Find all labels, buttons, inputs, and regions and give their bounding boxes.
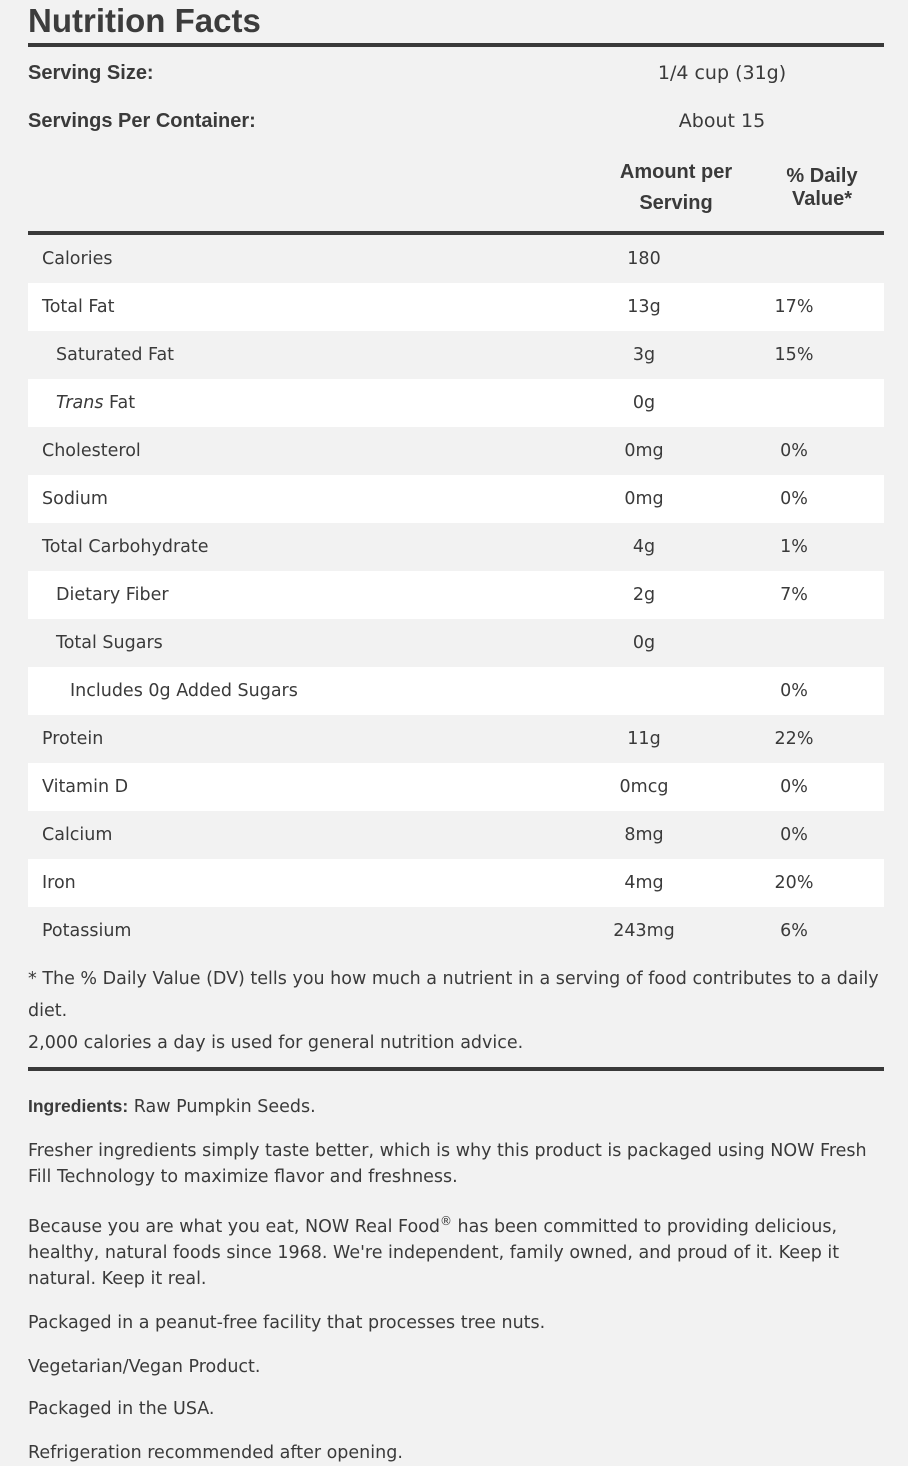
nutrient-daily-value: 0% [780,777,808,797]
ingredients [28,1093,884,1120]
table-row [28,235,884,283]
nutrient-name: Cholesterol [42,441,141,461]
registered-mark: ® [439,1214,452,1228]
nutrient-table [28,235,884,955]
nutrient-name: Dietary Fiber [56,585,169,605]
nutrient-daily-value: 7% [780,585,808,605]
nutrient-amount: 180 [627,249,661,269]
amount-header-line2: Serving [639,192,713,214]
nutrition-panel [28,0,884,1466]
table-row [28,379,884,427]
nutrient-amount: 0mg [624,489,664,509]
table-header [28,145,884,231]
nutrient-daily-value: 1% [780,537,808,557]
nutrient-name: Total Sugars [56,633,163,653]
daily-value-footnote [28,955,884,1067]
nutrient-daily-value: 22% [774,729,814,749]
nutrient-daily-value: 17% [774,297,814,317]
nutrient-amount: 0g [632,633,656,653]
nutrient-amount: 243mg [613,921,675,941]
nutrient-name: Protein [42,729,104,749]
trans-suffix: Fat [103,393,136,413]
servings-per-container-value: About 15 [678,110,766,132]
nutrient-daily-value: 0% [780,489,808,509]
ingredients-text: Raw Pumpkin Seeds. [128,1097,316,1117]
nutrient-name: Calcium [42,825,113,845]
serving-size-label: Serving Size: [28,61,154,84]
nutrient-daily-value: 0% [780,441,808,461]
nutrient-name: Saturated Fat [56,345,175,365]
nutrient-amount: 0mcg [619,777,669,797]
table-row [28,331,884,379]
table-row [28,523,884,571]
nutrient-daily-value: 15% [774,345,814,365]
table-row [28,859,884,907]
nutrient-amount: 4mg [624,873,664,893]
nutrient-daily-value: 20% [774,873,814,893]
servings-per-container-row [28,97,884,145]
table-row [28,907,884,955]
table-row [28,763,884,811]
nutrient-amount: 2g [632,585,656,605]
nutrient-name: Potassium [42,921,132,941]
nutrient-daily-value: 6% [780,921,808,941]
nutrient-name: Includes 0g Added Sugars [70,681,298,701]
usa-paragraph: Packaged in the USA. [28,1398,215,1419]
table-row [28,475,884,523]
nutrient-amount: 3g [632,345,656,365]
title-divider [28,43,884,47]
nutrient-amount: 4g [632,537,656,557]
nutrient-daily-value: 0% [780,681,808,701]
fresh-fill-paragraph: Fresher ingredients simply taste better, which is why this product is packaged using NOW Fresh Fill Technology to maximize flavor and freshness. [28,1141,867,1187]
nutrient-amount: 0mg [624,441,664,461]
servings-per-container-label: Servings Per Container: [28,109,256,132]
nutrient-amount: 0g [632,393,656,413]
nutrient-name: Iron [42,873,76,893]
vegan-paragraph: Vegetarian/Vegan Product. [28,1356,261,1377]
refrigeration-paragraph: Refrigeration recommended after opening. [28,1442,403,1463]
nutrient-name: Total Carbohydrate [42,537,209,557]
page-title: Nutrition Facts [28,2,261,39]
nutrient-amount: 11g [627,729,661,749]
nutrient-name: Vitamin D [42,777,129,797]
table-row [28,283,884,331]
table-row [28,715,884,763]
amount-per-serving-header [560,157,792,219]
daily-value-header: % Daily Value* [786,165,858,210]
footnote-line-1: * The % Daily Value (DV) tells you how much a nutrient in a serving of food contributes to a daily diet. [28,969,879,1021]
table-row [28,667,884,715]
nutrient-daily-value: 0% [780,825,808,845]
nutrient-amount: 8mg [624,825,664,845]
table-row [28,427,884,475]
serving-size-value: 1/4 cup (31g) [657,62,787,84]
nutrient-name: Total Fat [42,297,115,317]
nutrient-amount: 13g [627,297,661,317]
table-row [28,571,884,619]
nutrient-name [28,393,584,413]
table-row [28,811,884,859]
serving-size-row [28,49,884,97]
real-food-text-b: has been committed to providing delicious, healthy, natural foods since 1968. We're independent, family owned, and proud of it. Keep it natural. Keep it real. [28,1216,840,1289]
ingredients-label: Ingredients: [28,1096,129,1116]
nutrient-name: Sodium [42,489,108,509]
footnote-divider [28,1067,884,1071]
peanut-free-paragraph: Packaged in a peanut-free facility that processes tree nuts. [28,1312,546,1333]
amount-header-line1: Amount per [619,161,733,183]
real-food-paragraph [28,1208,884,1292]
trans-italic: Trans [56,393,104,413]
real-food-text-a: Because you are what you eat, NOW Real Food [28,1216,440,1237]
footnote-line-2: 2,000 calories a day is used for general nutrition advice. [28,1033,524,1053]
nutrient-name: Calories [42,249,113,269]
table-row [28,619,884,667]
